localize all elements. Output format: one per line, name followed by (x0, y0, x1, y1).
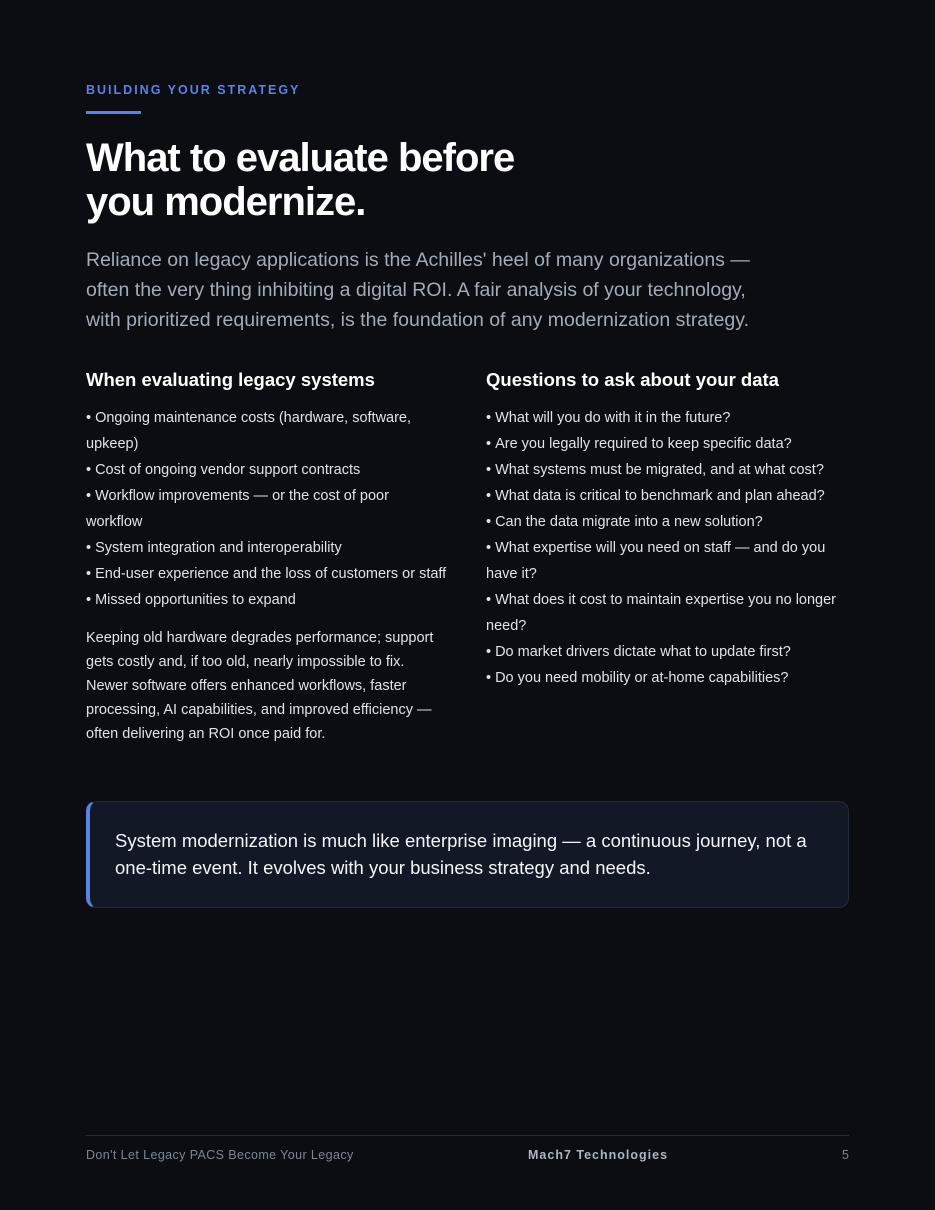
callout-text (115, 827, 818, 881)
page-title-line-1: What to evaluate before (86, 136, 515, 180)
footer-divider (86, 1135, 849, 1136)
intro-line-3: with prioritized requirements, is the foundation of any modernization strategy. (86, 309, 749, 331)
list-item-text: System integration and interoperability (95, 540, 342, 556)
list-item-text: What will you do with it in the future? (495, 410, 731, 426)
list-item: • Are you legally required to keep specific data? (486, 436, 792, 452)
legacy-systems-paragraph: Keeping old hardware degrades performance; support gets costly and, if too old, nearly impossible to fix. Newer software offers enhanced workflows, faster processing, AI capabilities, and improved efficiency — often delivering an ROI once paid for. (86, 630, 434, 742)
footer-company-name: Mach7 Technologies (528, 1148, 669, 1162)
legacy-systems-column (86, 367, 448, 746)
page-title-line-2: you modernize. (86, 180, 366, 224)
intro-line-1: Reliance on legacy applications is the Achilles' heel of many organizations — (86, 249, 750, 271)
list-item-text: What systems must be migrated, and at what cost? (495, 462, 824, 478)
list-item-text: Workflow improvements — or the cost of poor workflow (86, 488, 389, 530)
list-item: • Can the data migrate into a new solution? (486, 514, 763, 530)
list-item: • Workflow improvements — or the cost of poor workflow (86, 488, 389, 530)
list-item-text: Missed opportunities to expand (95, 592, 296, 608)
section-eyebrow: BUILDING YOUR STRATEGY (86, 83, 301, 97)
eyebrow-underline (86, 111, 141, 114)
intro-paragraph (86, 245, 786, 335)
legacy-systems-list (86, 405, 448, 613)
page-title (86, 136, 646, 224)
legacy-systems-heading: When evaluating legacy systems (86, 369, 375, 390)
list-item: • What systems must be migrated, and at what cost? (486, 462, 824, 478)
intro-line-2: often the very thing inhibiting a digital ROI. A fair analysis of your technology, (86, 279, 746, 301)
list-item-text: What data is critical to benchmark and plan ahead? (495, 488, 825, 504)
list-item-text: End-user experience and the loss of customers or staff (95, 566, 447, 582)
list-item-text: Ongoing maintenance costs (hardware, software, upkeep) (86, 410, 412, 452)
list-item-text: Cost of ongoing vendor support contracts (95, 462, 361, 478)
footer-document-title: Don't Let Legacy PACS Become Your Legacy (86, 1148, 354, 1162)
list-item: • Cost of ongoing vendor support contracts (86, 462, 361, 478)
callout-line-1: System modernization is much like enterprise imaging — a continuous journey, not a (115, 830, 807, 851)
list-item-text: Do market drivers dictate what to update first? (495, 644, 791, 660)
list-item-text: What does it cost to maintain expertise you no longer need? (486, 592, 837, 634)
data-questions-column (486, 367, 851, 691)
list-item-text: What expertise will you need on staff — and do you have it? (486, 540, 826, 582)
list-item-text: Do you need mobility or at-home capabilities? (495, 670, 789, 686)
list-item: • What will you do with it in the future? (486, 410, 731, 426)
list-item: • What does it cost to maintain expertise you no longer need? (486, 592, 837, 634)
page (86, 0, 849, 1210)
list-item-text: Can the data migrate into a new solution? (495, 514, 763, 530)
page-number: 5 (842, 1148, 849, 1162)
list-item: • Missed opportunities to expand (86, 592, 296, 608)
callout-line-2: one-time event. It evolves with your business strategy and needs. (115, 857, 651, 878)
list-item-text: Are you legally required to keep specific data? (495, 436, 792, 452)
callout-quote (86, 801, 849, 908)
data-questions-list (486, 405, 851, 691)
list-item: • End-user experience and the loss of customers or staff (86, 566, 447, 582)
list-item: • Ongoing maintenance costs (hardware, software, upkeep) (86, 410, 412, 452)
data-questions-heading: Questions to ask about your data (486, 369, 779, 390)
list-item: • What expertise will you need on staff — and do you have it? (486, 540, 826, 582)
list-item: • System integration and interoperability (86, 540, 342, 556)
list-item: • Do you need mobility or at-home capabilities? (486, 670, 789, 686)
list-item: • What data is critical to benchmark and plan ahead? (486, 488, 825, 504)
list-item: • Do market drivers dictate what to update first? (486, 644, 791, 660)
